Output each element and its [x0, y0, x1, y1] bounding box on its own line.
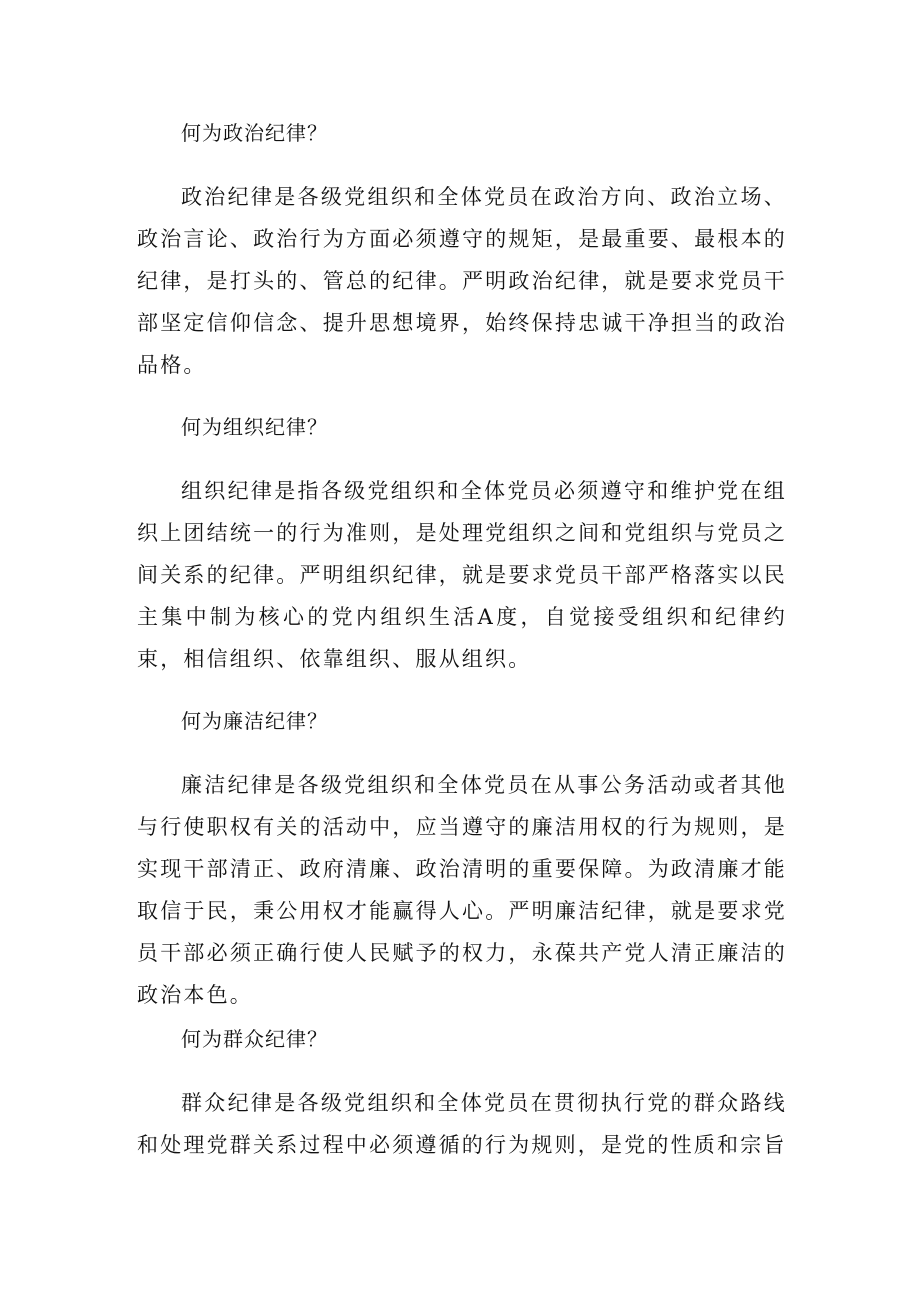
section-heading: 何为廉洁纪律？: [181, 709, 328, 733]
section-heading: 何为组织纪律？: [181, 415, 328, 439]
document-body: [137, 112, 787, 1186]
section-heading: 何为群众纪律？: [181, 1027, 328, 1051]
section-integrity-discipline: [137, 700, 787, 1016]
section-paragraph: 政治纪律是各级党组织和全体党员在政治方向、政治立场、政治言论、政治行为方面必须遵守的规矩，是最重要、最根本的纪律，是打头的、管总的纪律。严明政治纪律，就是要求党员干部坚定信仰信念、提升思想境界，始终保持忠诚干净担当的政治品格。: [137, 185, 787, 377]
section-paragraph: 廉洁纪律是各级党组织和全体党员在从事公务活动或者其他与行使职权有关的活动中，应当遵守的廉洁用权的行为规则，是实现干部清正、政府清廉、政治清明的重要保障。为政清廉才能取信于民，秉公用权才能赢得人心。严明廉洁纪律，就是要求党员干部必须正确行使人民赋予的权力，永葆共产党人清正廉洁的政治本色。: [137, 773, 787, 1007]
section-heading: 何为政治纪律？: [181, 121, 328, 145]
section-organizational-discipline: [137, 406, 787, 680]
section-paragraph: 组织纪律是指各级党组织和全体党员必须遵守和维护党在组织上团结统一的行为准则，是处理党组织之间和党组织与党员之间关系的纪律。严明组织纪律，就是要求党员干部严格落实以民主集中制为核心的党内组织生活A度，自觉接受组织和纪律约束，相信组织、依靠组织、服从组织。: [137, 479, 787, 671]
section-political-discipline: [137, 112, 787, 386]
section-paragraph: 群众纪律是各级党组织和全体党员在贯彻执行党的群众路线和处理党群关系过程中必须遵循的行为规则，是党的性质和宗旨: [137, 1091, 787, 1157]
section-mass-discipline: [137, 1018, 787, 1166]
